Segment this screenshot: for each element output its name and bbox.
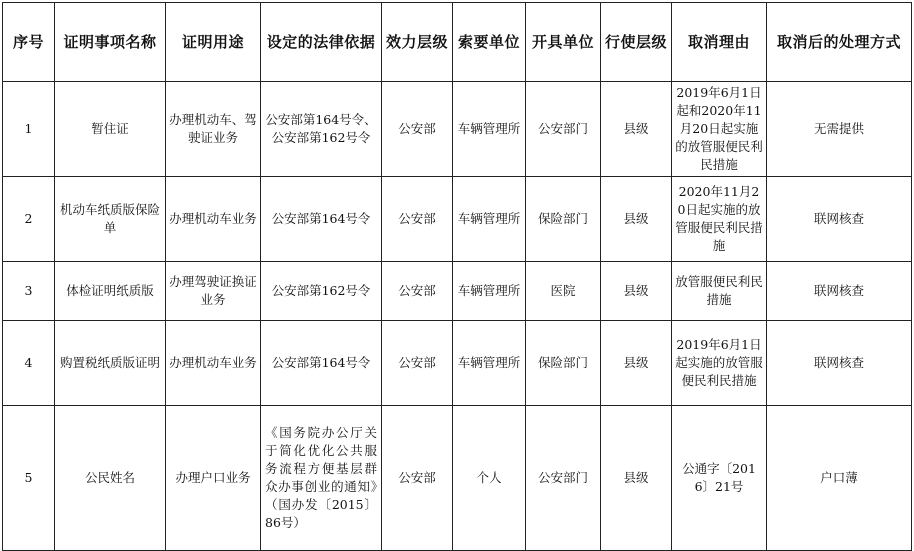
header-issuing-unit: 开具单位 — [526, 3, 601, 82]
cell-item-name: 体检证明纸质版 — [55, 262, 166, 321]
cell-after-handling: 户口薄 — [767, 406, 912, 551]
header-effect-level: 效力层级 — [382, 3, 453, 82]
header-seq: 序号 — [3, 3, 55, 82]
cell-legal-basis: 公安部第162号令 — [261, 262, 382, 321]
cell-item-name: 机动车纸质版保险单 — [55, 177, 166, 262]
cell-issuing-unit: 公安部门 — [526, 82, 601, 177]
cell-effect-level: 公安部 — [382, 406, 453, 551]
cell-requesting-unit: 个人 — [453, 406, 526, 551]
cell-cancel-reason: 2019年6月1日起和2020年11月20日起实施的放管服便民利民措施 — [672, 82, 767, 177]
cell-requesting-unit: 车辆管理所 — [453, 177, 526, 262]
cell-cancel-reason: 放管服便民利民措施 — [672, 262, 767, 321]
table-row — [3, 321, 912, 406]
header-purpose: 证明用途 — [166, 3, 261, 82]
cell-purpose: 办理机动车、驾驶证业务 — [166, 82, 261, 177]
cell-after-handling: 无需提供 — [767, 82, 912, 177]
cell-item-name: 暂住证 — [55, 82, 166, 177]
header-after-handling: 取消后的处理方式 — [767, 3, 912, 82]
cell-after-handling: 联网核查 — [767, 177, 912, 262]
cell-item-name: 购置税纸质版证明 — [55, 321, 166, 406]
cell-requesting-unit: 车辆管理所 — [453, 82, 526, 177]
cell-effect-level: 公安部 — [382, 82, 453, 177]
cell-issuing-unit: 医院 — [526, 262, 601, 321]
cell-cancel-reason: 2019年6月1日起实施的放管服便民利民措施 — [672, 321, 767, 406]
header-cancel-reason: 取消理由 — [672, 3, 767, 82]
cell-purpose: 办理驾驶证换证业务 — [166, 262, 261, 321]
cell-after-handling: 联网核查 — [767, 321, 912, 406]
certificate-cancellation-table — [2, 2, 912, 551]
cell-exercise-level: 县级 — [601, 321, 672, 406]
cell-effect-level: 公安部 — [382, 321, 453, 406]
cell-legal-basis: 公安部第164号令 — [261, 321, 382, 406]
table-row — [3, 406, 912, 551]
cell-legal-basis: 公安部第164号令、公安部第162号令 — [261, 82, 382, 177]
cell-cancel-reason: 2020年11月20日起实施的放管服便民利民措施 — [672, 177, 767, 262]
cell-issuing-unit: 保险部门 — [526, 177, 601, 262]
cell-item-name: 公民姓名 — [55, 406, 166, 551]
cell-exercise-level: 县级 — [601, 262, 672, 321]
cell-seq: 5 — [3, 406, 55, 551]
cell-exercise-level: 县级 — [601, 406, 672, 551]
table-row — [3, 82, 912, 177]
cell-after-handling: 联网核查 — [767, 262, 912, 321]
table-row — [3, 262, 912, 321]
cell-seq: 4 — [3, 321, 55, 406]
cell-effect-level: 公安部 — [382, 177, 453, 262]
cell-issuing-unit: 公安部门 — [526, 406, 601, 551]
cell-effect-level: 公安部 — [382, 262, 453, 321]
cell-requesting-unit: 车辆管理所 — [453, 321, 526, 406]
cell-seq: 3 — [3, 262, 55, 321]
header-item-name: 证明事项名称 — [55, 3, 166, 82]
certificate-cancellation-table-container — [2, 2, 911, 545]
header-requesting-unit: 索要单位 — [453, 3, 526, 82]
cell-purpose: 办理机动车业务 — [166, 177, 261, 262]
cell-exercise-level: 县级 — [601, 82, 672, 177]
cell-seq: 1 — [3, 82, 55, 177]
cell-exercise-level: 县级 — [601, 177, 672, 262]
cell-legal-basis: 公安部第164号令 — [261, 177, 382, 262]
cell-requesting-unit: 车辆管理所 — [453, 262, 526, 321]
cell-seq: 2 — [3, 177, 55, 262]
table-row — [3, 177, 912, 262]
header-exercise-level: 行使层级 — [601, 3, 672, 82]
header-row — [3, 3, 912, 82]
cell-purpose: 办理机动车业务 — [166, 321, 261, 406]
header-legal-basis: 设定的法律依据 — [261, 3, 382, 82]
cell-legal-basis: 《国务院办公厅关于简化优化公共服务流程方便基层群众办事创业的通知》（国办发〔2015〕86号） — [261, 406, 382, 551]
cell-issuing-unit: 保险部门 — [526, 321, 601, 406]
cell-cancel-reason: 公通字〔2016〕21号 — [672, 406, 767, 551]
cell-purpose: 办理户口业务 — [166, 406, 261, 551]
